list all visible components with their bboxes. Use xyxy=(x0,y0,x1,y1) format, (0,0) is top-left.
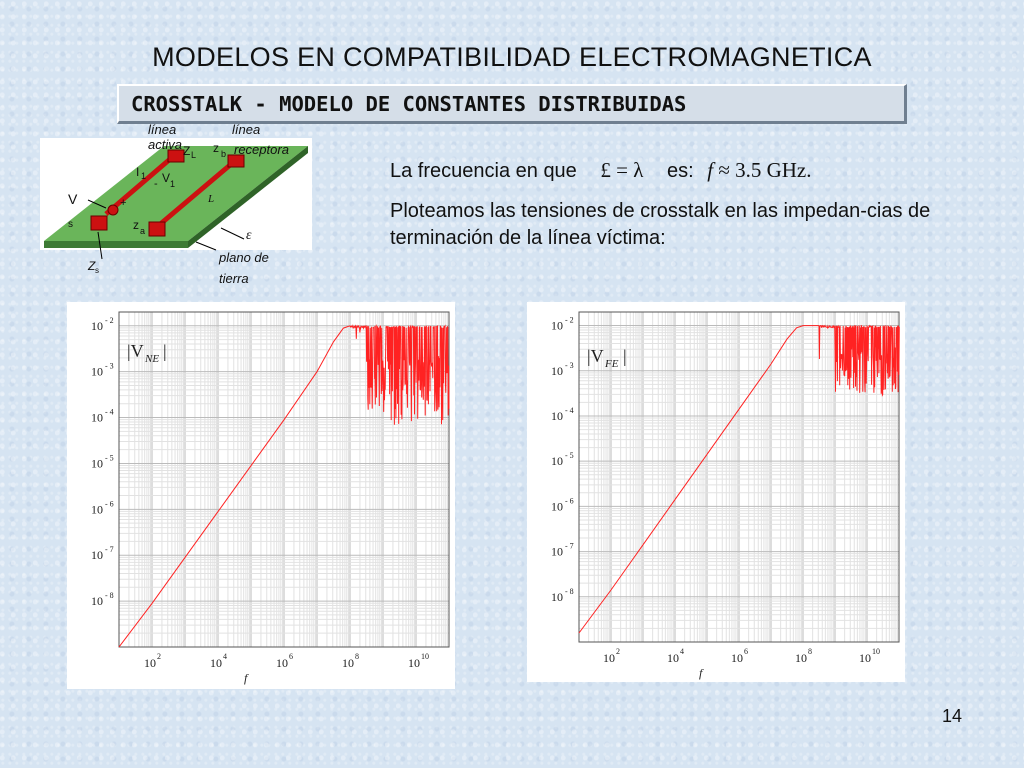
y-tick-exponent: - 7 xyxy=(105,545,114,555)
plot-vfe xyxy=(527,302,905,682)
y-tick-label: 10 xyxy=(91,548,103,563)
x-tick-exponent: 8 xyxy=(808,647,812,656)
y-tick-label: 10 xyxy=(551,363,563,378)
label-zs-sub: s xyxy=(95,266,99,275)
x-tick-exponent: 10 xyxy=(872,647,880,656)
label-vs-sub: s xyxy=(68,219,73,230)
x-tick-label: 10 xyxy=(342,656,354,670)
label-vs: V xyxy=(68,191,78,207)
x-tick-label: 10 xyxy=(210,656,222,670)
label-plano-de: plano de xyxy=(219,250,269,265)
x-tick-exponent: 2 xyxy=(157,652,161,661)
crosstalk-circuit-diagram xyxy=(36,124,316,289)
label-v1-sub: 1 xyxy=(170,179,176,189)
label-minus: - xyxy=(154,178,158,190)
y-tick-label: 10 xyxy=(551,454,563,469)
x-tick-label: 10 xyxy=(144,656,156,670)
y-tick-exponent: - 8 xyxy=(565,586,574,596)
slide-subtitle: CROSSTALK - MODELO DE CONSTANTES DISTRIBUIDAS xyxy=(117,84,907,124)
y-tick-label: 10 xyxy=(551,499,563,514)
x-tick-label: 10 xyxy=(795,651,807,665)
y-tick-label: 10 xyxy=(91,364,103,379)
y-tick-exponent: - 4 xyxy=(105,407,114,417)
x-tick-exponent: 6 xyxy=(289,652,293,661)
label-plus: + xyxy=(120,197,127,209)
y-tick-label: 10 xyxy=(91,502,103,517)
label-zl-sub: L xyxy=(191,150,197,160)
x-tick-exponent: 8 xyxy=(355,652,359,661)
plot-vfe-panel xyxy=(527,302,905,682)
label-za: z xyxy=(133,218,139,232)
label-linea-activa-1: línea xyxy=(148,124,177,137)
y-tick-label: 10 xyxy=(91,410,103,425)
y-tick-exponent: - 6 xyxy=(105,499,114,509)
x-tick-label: 10 xyxy=(276,656,288,670)
x-tick-exponent: 6 xyxy=(744,647,748,656)
ploteamos-paragraph: Ploteamos las tensiones de crosstalk en las impedan-cias de terminación de la línea víctima: xyxy=(390,200,931,249)
y-tick-label: 10 xyxy=(551,318,563,333)
y-tick-exponent: - 6 xyxy=(565,496,574,506)
label-v1: V xyxy=(162,171,171,185)
y-tick-exponent: - 2 xyxy=(105,315,114,325)
series-resonance xyxy=(350,326,449,425)
freq-value: ≈ 3.5 GHz. xyxy=(713,158,812,182)
x-tick-exponent: 4 xyxy=(223,652,227,661)
zs-block xyxy=(91,216,107,230)
label-linea-receptora-2: receptora xyxy=(234,142,289,157)
x-axis-label: f xyxy=(699,666,703,680)
series-label-sub: NE xyxy=(145,353,160,365)
label-zl: Z xyxy=(183,144,191,158)
label-zs: Z xyxy=(88,259,96,273)
label-linea-receptora-1: línea xyxy=(232,124,261,137)
y-tick-exponent: - 8 xyxy=(105,591,114,601)
slide-title: MODELOS EN COMPATIBILIDAD ELECTROMAGNETICA xyxy=(152,42,872,72)
y-tick-exponent: - 5 xyxy=(565,451,574,461)
y-tick-exponent: - 4 xyxy=(565,405,574,415)
source-node xyxy=(108,205,118,215)
label-tierra: tierra xyxy=(219,271,249,286)
plot-vne xyxy=(67,302,455,689)
y-tick-label: 10 xyxy=(91,318,103,333)
x-axis-label: f xyxy=(244,671,248,685)
x-tick-label: 10 xyxy=(731,651,743,665)
freq-middle: es: xyxy=(666,160,694,182)
series-label: |V xyxy=(127,341,144,361)
x-tick-exponent: 4 xyxy=(680,647,684,656)
x-tick-label: 10 xyxy=(603,651,615,665)
y-tick-exponent: - 2 xyxy=(565,315,574,325)
series-label-bar: | xyxy=(163,341,167,361)
label-za-sub: a xyxy=(140,226,146,236)
label-zb-sub: b xyxy=(221,149,227,159)
x-tick-label: 10 xyxy=(667,651,679,665)
label-linea-activa-2: activa xyxy=(148,137,182,152)
plot-vne-panel xyxy=(67,302,455,689)
series-label-sub: FE xyxy=(605,358,619,370)
y-tick-label: 10 xyxy=(91,456,103,471)
x-tick-label: 10 xyxy=(859,651,871,665)
y-tick-exponent: - 3 xyxy=(565,360,574,370)
x-tick-exponent: 2 xyxy=(616,647,620,656)
y-tick-exponent: - 7 xyxy=(565,541,574,551)
label-length: L xyxy=(208,193,215,205)
freq-condition: £ = λ xyxy=(600,158,644,182)
frequency-statement xyxy=(390,158,812,183)
y-tick-exponent: - 5 xyxy=(105,453,114,463)
label-i1: I xyxy=(136,165,140,179)
x-tick-exponent: 10 xyxy=(421,652,429,661)
y-tick-exponent: - 3 xyxy=(105,361,114,371)
label-epsilon: ε xyxy=(246,228,252,243)
freq-var: f xyxy=(707,158,714,182)
za-block xyxy=(149,222,165,236)
freq-prefix: La frecuencia en que xyxy=(390,160,577,182)
page-number: 14 xyxy=(942,706,963,726)
series-label: |V xyxy=(587,346,604,366)
y-tick-label: 10 xyxy=(551,589,563,604)
label-zb: z xyxy=(213,141,219,155)
y-tick-label: 10 xyxy=(551,544,563,559)
series-label-bar: | xyxy=(623,346,627,366)
x-tick-label: 10 xyxy=(408,656,420,670)
y-tick-label: 10 xyxy=(551,408,563,423)
label-i1-sub: 1 xyxy=(141,171,147,181)
ground-plane-front-edge xyxy=(44,241,188,248)
y-tick-label: 10 xyxy=(91,594,103,609)
